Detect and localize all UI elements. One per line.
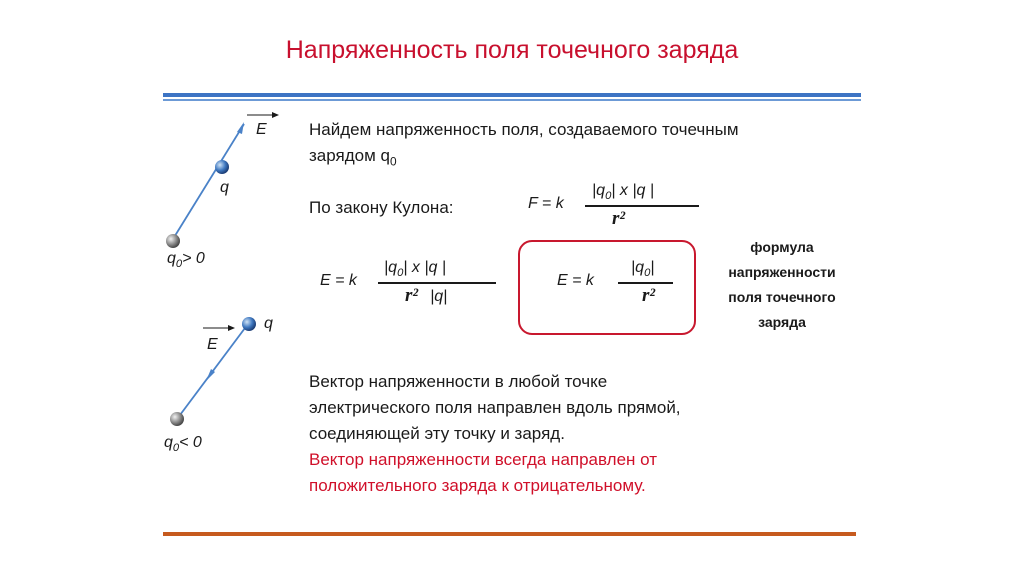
explanation-line: соединяющей эту точку и заряд. xyxy=(309,424,565,443)
coulomb-denominator: r² xyxy=(612,208,626,229)
field-line-top xyxy=(173,124,244,239)
page-title: Напряженность поля точечного заряда xyxy=(285,36,739,64)
bottom-divider xyxy=(163,532,856,536)
formula-note-line: заряда xyxy=(758,314,806,330)
formula-note-line: напряженности xyxy=(728,264,836,280)
result-fraction-bar xyxy=(618,282,673,284)
result-denominator: r² xyxy=(642,285,656,306)
vector-bar-bottom-head xyxy=(228,325,235,331)
source-charge-bottom xyxy=(170,412,184,426)
intro-line-1: Найдем напряженность поля, создаваемого точечным xyxy=(309,120,739,139)
vector-bar-top-head xyxy=(272,112,279,118)
explanation-red-line: Вектор напряженности всегда направлен от xyxy=(309,450,658,469)
coulomb-numerator: $|q_0|$ x |q | xyxy=(592,182,654,203)
result-lhs: E = k xyxy=(557,272,594,289)
coulomb-label: По закону Кулона: xyxy=(309,198,454,217)
derivation-lhs: E = k xyxy=(320,272,357,289)
derivation-numerator: $|q_0|$ x |q | xyxy=(384,259,446,280)
vector-label-top: E xyxy=(256,121,267,138)
charge-label-top: q xyxy=(220,179,229,196)
intro-line-2: зарядом $q_0$ xyxy=(309,146,397,169)
derivation-denominator: r² |q| xyxy=(405,285,448,306)
explanation-line: Вектор напряженности в любой точке xyxy=(309,372,608,391)
formula-note-line: формула xyxy=(750,239,814,255)
test-charge-top xyxy=(215,160,229,174)
coulomb-fraction-bar xyxy=(585,205,699,207)
result-numerator: $|q_0|$ xyxy=(631,259,655,280)
field-arrow-top xyxy=(237,122,244,134)
charge-label-bottom: q xyxy=(264,315,273,332)
source-label-top: $q_0> 0$ xyxy=(167,250,205,271)
formula-note-line: поля точечного xyxy=(728,289,836,305)
explanation-red-line: положительного заряда к отрицательному. xyxy=(309,476,646,495)
explanation xyxy=(309,369,681,499)
result-formula-box xyxy=(518,240,696,335)
coulomb-lhs: F = k xyxy=(528,195,564,212)
source-charge-top xyxy=(166,234,180,248)
explanation-line: электрического поля направлен вдоль прямой, xyxy=(309,398,681,417)
source-label-bottom: $q_0< 0$ xyxy=(164,434,202,455)
formula-note xyxy=(702,235,862,335)
test-charge-bottom xyxy=(242,317,256,331)
vector-label-bottom: E xyxy=(207,336,218,353)
derivation-fraction-bar xyxy=(378,282,496,284)
